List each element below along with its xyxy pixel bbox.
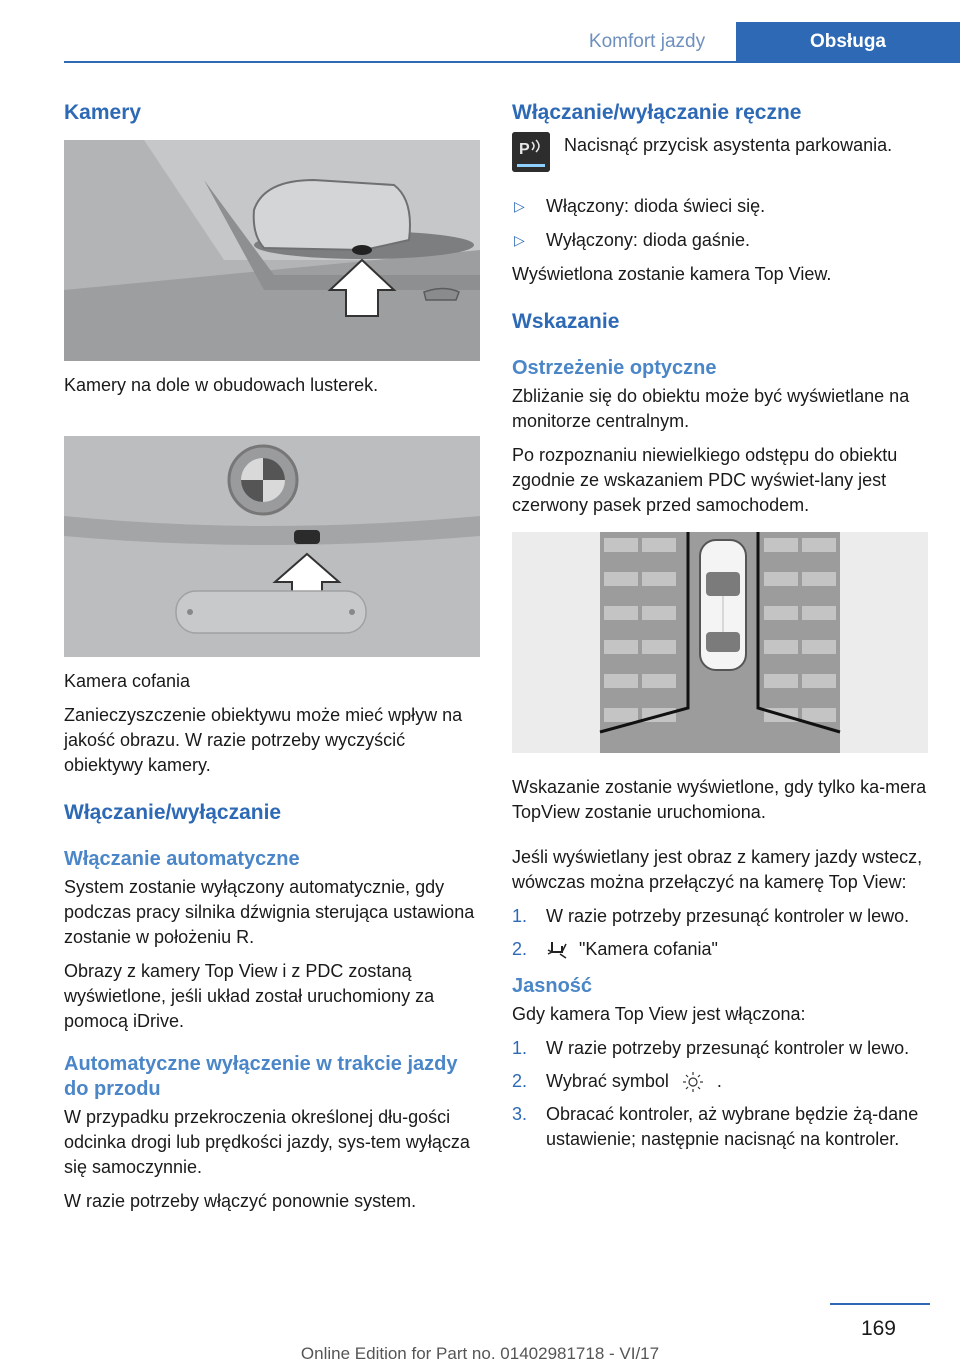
footer-rule bbox=[830, 1303, 930, 1305]
list-item: 1. W razie potrzeby przesunąć kontroler w lewo. bbox=[512, 905, 910, 926]
rear-camera-icon bbox=[546, 940, 568, 960]
page-number: 169 bbox=[860, 1317, 896, 1340]
list-item: ▷ Włączony: dioda świeci się. bbox=[512, 194, 928, 219]
heading-automatic-on: Włączanie automatyczne bbox=[64, 847, 300, 870]
svg-text:P: P bbox=[519, 141, 530, 159]
heading-kamery: Kamery bbox=[64, 101, 142, 124]
heading-optical-warning: Ostrzeżenie optyczne bbox=[512, 356, 717, 379]
auto-on-text-1: System zostanie wyłączony automatycznie, gdy podczas pracy silnika dźwignia sterująca ustawiona zostanie w położeniu R. bbox=[64, 876, 475, 947]
jasnosc-text: Gdy kamera Top View jest włączona: bbox=[512, 1003, 806, 1024]
optical-text-1: Zbliżanie się do obiektu może być wyświetlane na monitorze centralnym. bbox=[512, 385, 910, 431]
switch-camera-text: Jeśli wyświetlany jest obraz z kamery jazdy wstecz, wówczas można przełączyć na kamerę Top View: bbox=[512, 846, 923, 892]
triangle-bullet-icon: ▷ bbox=[514, 232, 525, 249]
list-item: 2. Wybrać symbol . bbox=[512, 1069, 928, 1094]
topview-display-illustration bbox=[512, 532, 928, 753]
header-rule bbox=[64, 61, 960, 63]
list-item: 2. "Kamera cofania" bbox=[512, 938, 718, 959]
right-column bbox=[512, 100, 928, 1164]
list-item: 1. W razie potrzeby przesunąć kontroler w lewo. bbox=[512, 1037, 910, 1058]
heading-manual: Włączanie/wyłączanie ręczne bbox=[512, 101, 802, 124]
heading-jasnosc: Jasność bbox=[512, 974, 593, 997]
led-status-list bbox=[512, 194, 928, 253]
auto-off-text-1: W przypadku przekroczenia określonej dłu‐gości odcinka drogi lub prędkości jazdy, sys‐tem wyłącza się samoczynnie. bbox=[64, 1106, 470, 1177]
list-item: ▷ Wyłączony: dioda gaśnie. bbox=[512, 228, 928, 253]
tab-obsluga[interactable]: Obsługa bbox=[736, 22, 960, 62]
heading-wskazanie: Wskazanie bbox=[512, 310, 620, 334]
header-tabs bbox=[558, 22, 960, 62]
auto-on-text-2: Obrazy z kamery Top View i z PDC zostaną wyświetlone, jeśli układ został uruchomiony za pomocą iDrive. bbox=[64, 960, 435, 1031]
auto-off-text-2: W razie potrzeby włączyć ponownie system. bbox=[64, 1190, 417, 1211]
heading-wlaczanie: Włączanie/wyłączanie bbox=[64, 801, 282, 825]
mirror-camera-illustration bbox=[64, 140, 480, 361]
brightness-steps-list bbox=[512, 1036, 928, 1152]
switch-steps-list bbox=[512, 904, 928, 962]
display-appears-text: Wskazanie zostanie wyświetlone, gdy tylko ka‐mera TopView zostanie uruchomiona. bbox=[512, 776, 927, 822]
rear-camera-illustration bbox=[64, 436, 480, 657]
figure1-caption: Kamery na dole w obudowach lusterek. bbox=[64, 375, 379, 396]
brightness-icon bbox=[682, 1071, 704, 1093]
optical-text-2: Po rozpoznaniu niewielkiego odstępu do obiektu zgodnie ze wskazaniem PDC wyświet‐lany jest czerwony pasek przed samochodem. bbox=[512, 444, 898, 515]
left-column bbox=[64, 100, 480, 1223]
edition-footer: Online Edition for Part no. 01402981718 - VI/17 bbox=[300, 1344, 660, 1363]
topview-text: Wyświetlona zostanie kamera Top View. bbox=[512, 264, 832, 285]
list-item: 3. Obracać kontroler, aż wybrane będzie żą‐dane ustawienie; następnie nacisnąć na kontroler. bbox=[512, 1103, 919, 1149]
figure2-caption: Kamera cofania bbox=[64, 671, 191, 692]
heading-auto-off: Automatyczne wyłączenie w trakcie jazdy do przodu bbox=[64, 1052, 458, 1100]
park-assist-button-icon bbox=[512, 132, 550, 172]
park-assist-button-row bbox=[512, 132, 928, 172]
tab-komfort-jazdy[interactable]: Komfort jazdy bbox=[558, 22, 736, 62]
lens-cleaning-text: Zanieczyszczenie obiektywu może mieć wpływ na jakość obrazu. W razie potrzeby wyczyścić obiektywy kamery. bbox=[64, 705, 463, 776]
press-button-text: Nacisnąć przycisk asystenta parkowania. bbox=[564, 135, 893, 156]
triangle-bullet-icon: ▷ bbox=[514, 198, 525, 215]
